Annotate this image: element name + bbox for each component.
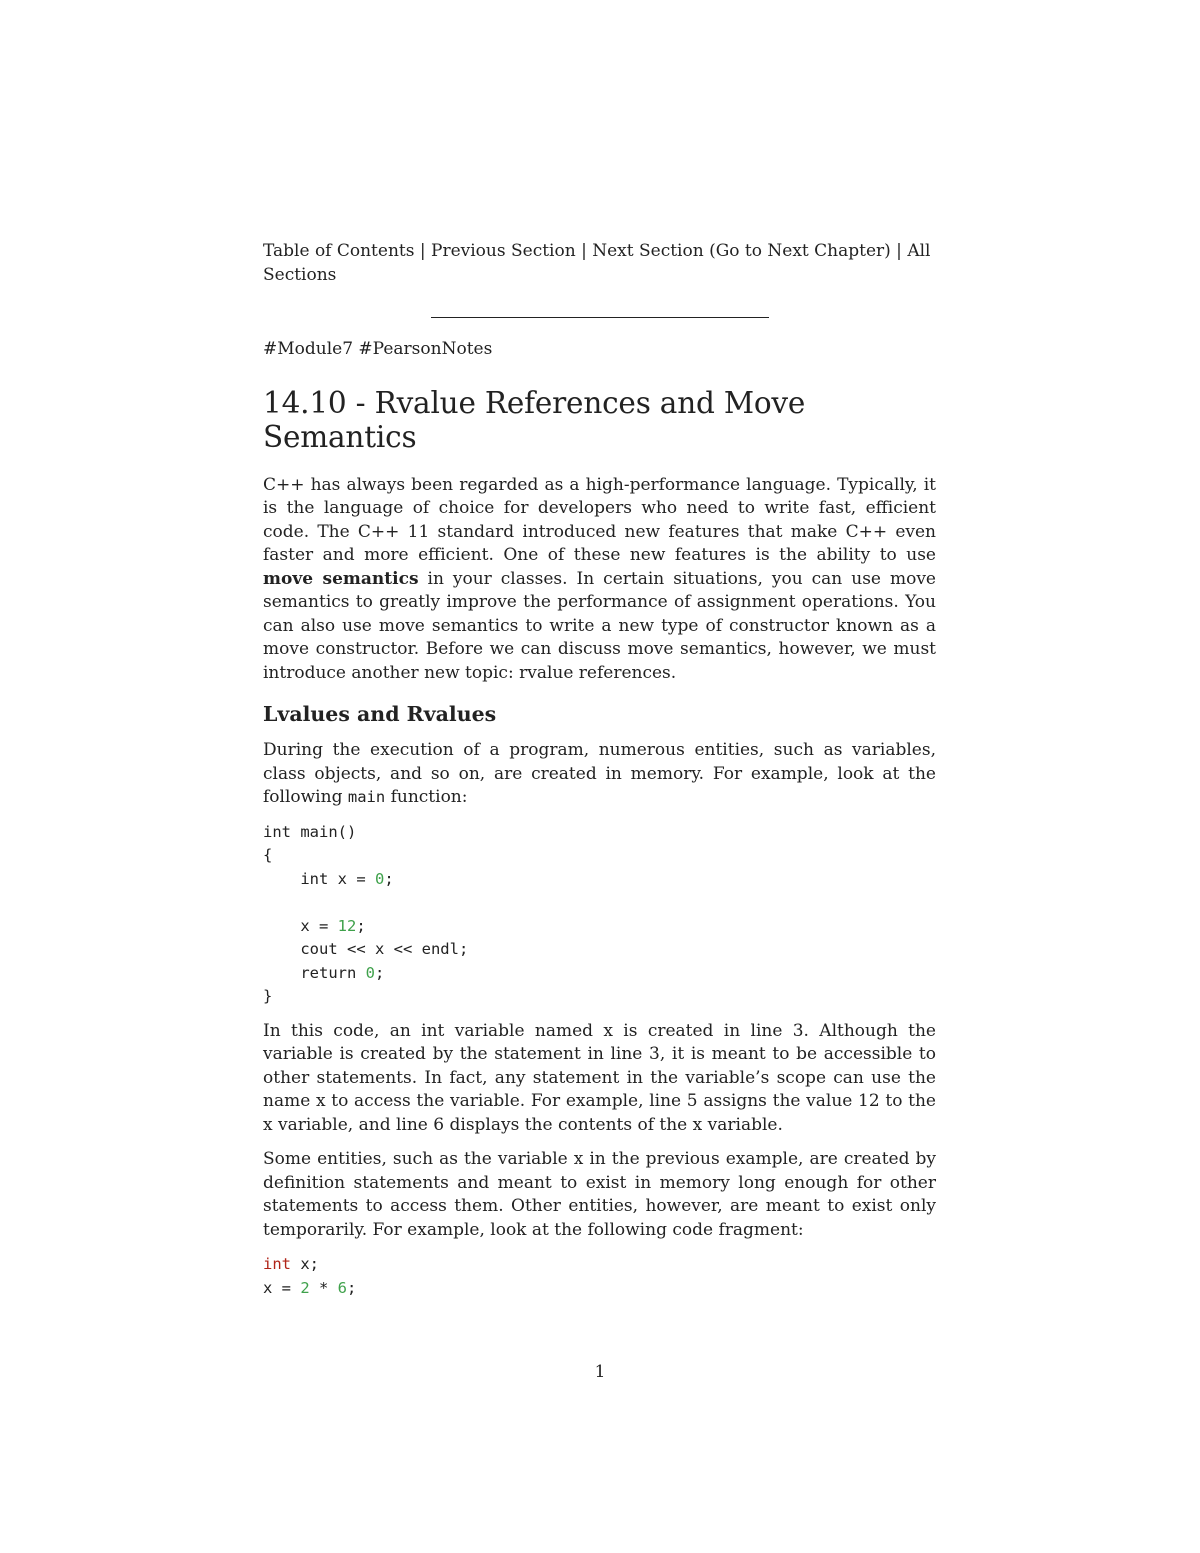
next-section-link[interactable]: Next Section (Go to Next Chapter): [592, 241, 891, 261]
nav-separator: |: [414, 241, 432, 261]
table-of-contents-link[interactable]: Table of Contents: [263, 241, 415, 261]
paragraph-temporary-entities: Some entities, such as the variable x in the previous example, are created by definition statements and meant to exist in memory long enough for other statements to access them. Other entities, however, are meant to exist only temporarily. For example, look at the following code fragment:: [263, 1149, 936, 1240]
horizontal-rule: [431, 317, 769, 318]
code-block-main-function: int main() { int x = 0; x = 12; cout << x << endl; return 0; }: [263, 822, 469, 1005]
intro-paragraph: C++ has always been regarded as a high-performance language. Typically, it is the language of choice for developers who need to write fast, efficient code. The C++ 11 standard introduced new features that make C++ even faster and more efficient. One of these new features is the ability to use move semantics in your classes. In certain situations, you can use move semantics to greatly improve the performance of assignment operations. You can also use move semantics to write a new type of constructor known as a move constructor. Before we can discuss move semantics, however, we must introduce another new topic: rvalue references.: [263, 474, 936, 683]
paragraph-variable-x: In this code, an int variable named x is created in line 3. Although the variable is created by the statement in line 3, it is meant to be accessible to other statements. In fact, any statement in the variable’s scope can use the name x to access the variable. For example, line 5 assigns the value 12 to the x variable, and line 6 displays the contents of the x variable.: [263, 1020, 936, 1135]
page-number: 1: [594, 1362, 606, 1382]
previous-section-link[interactable]: Previous Section: [431, 241, 576, 261]
move-semantics-term: move semantics: [263, 568, 419, 589]
inline-code-main: main: [347, 788, 386, 806]
page-title: 14.10 - Rvalue References and Move Semantics: [263, 385, 806, 454]
paragraph-execution: During the execution of a program, numerous entities, such as variables, class objects, and so on, are created in memory. For example, look at the following main function:: [263, 740, 936, 807]
tags-line: #Module7 #PearsonNotes: [263, 339, 493, 359]
code-block-fragment: int x; x = 2 * 6;: [263, 1255, 357, 1297]
all-sections-link[interactable]: All Sections: [263, 241, 931, 285]
navigation-links: [263, 240, 936, 287]
nav-separator: |: [890, 241, 908, 261]
document-page: [263, 240, 936, 1311]
section-heading-lvalues-rvalues: Lvalues and Rvalues: [263, 702, 497, 726]
nav-separator: |: [575, 241, 593, 261]
